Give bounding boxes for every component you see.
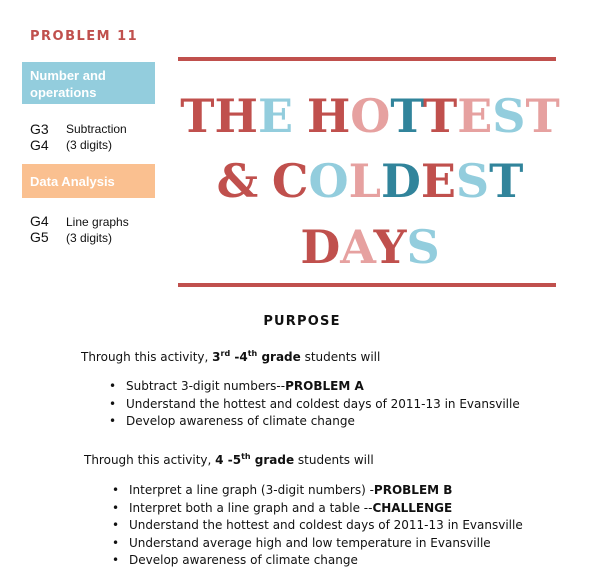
band-data-analysis: Data Analysis [22,164,155,198]
title-letter: T [489,154,524,208]
grade-label: G4 [30,137,49,153]
grade-label: G5 [30,229,49,245]
title-letter: S [406,220,440,274]
intro-grade-4-5: Through this activity, 4 -5th grade students will [84,452,374,467]
goals-list-grade-3-4 [109,378,520,431]
grade-label: G4 [30,213,49,229]
title-letter: C [271,154,309,208]
title-letter: T [422,89,458,143]
grade-list-1 [30,121,49,153]
topic-2 [66,214,129,246]
title-letter: H [214,89,258,143]
list-item: • Understand the hottest and coldest days of 2011-13 in Evansville [109,396,520,414]
problem-label: PROBLEM 11 [30,29,139,44]
title-letter: S [455,154,490,208]
title-letter: O [350,89,391,143]
intro-grade-3-4: Through this activity, 3rd -4th grade students will [81,349,381,364]
title-line-1 [160,88,580,144]
title-letter: E [420,154,456,208]
band-number-operations: Number and operations [22,62,155,104]
title-letter: D [300,220,341,274]
topic-1 [66,121,127,153]
title-line-2 [160,153,580,209]
list-item: • Understand the hottest and coldest days of 2011-13 in Evansville [112,517,523,535]
title-letter: E [457,89,493,143]
title-top-rule [178,57,556,61]
goals-list-grade-4-5 [112,482,523,570]
title-letter: H [306,89,351,143]
title-letter: A [340,220,374,274]
title-line-3 [160,219,580,275]
list-item: • Understand average high and low temperature in Evansville [112,535,523,553]
list-item: • Develop awareness of climate change [109,413,520,431]
title-letter: Y [373,220,407,274]
list-item: • Develop awareness of climate change [112,552,523,570]
topic-line: Line graphs [66,215,129,229]
list-item: • Subtract 3-digit numbers--PROBLEM A [109,378,520,396]
topic-line: (3 digits) [66,231,113,245]
title-letter: D [380,154,421,208]
grade-label: G3 [30,121,49,137]
title-letter: O [308,154,349,208]
purpose-heading: PURPOSE [263,314,341,329]
title-letter: & [216,154,259,208]
title-letter: T [180,89,215,143]
title-letter: S [492,89,526,143]
title-letter: T [390,89,423,143]
grade-list-2 [30,213,49,245]
title-bottom-rule [178,283,556,287]
list-item: • Interpret both a line graph and a table --CHALLENGE [112,500,523,518]
title-letter: T [525,89,560,143]
topic-line: Subtraction [66,122,127,136]
topic-line: (3 digits) [66,138,113,152]
title-letter: L [348,154,381,208]
title-letter: E [257,89,294,143]
list-item: • Interpret a line graph (3-digit numbers) -PROBLEM B [112,482,523,500]
